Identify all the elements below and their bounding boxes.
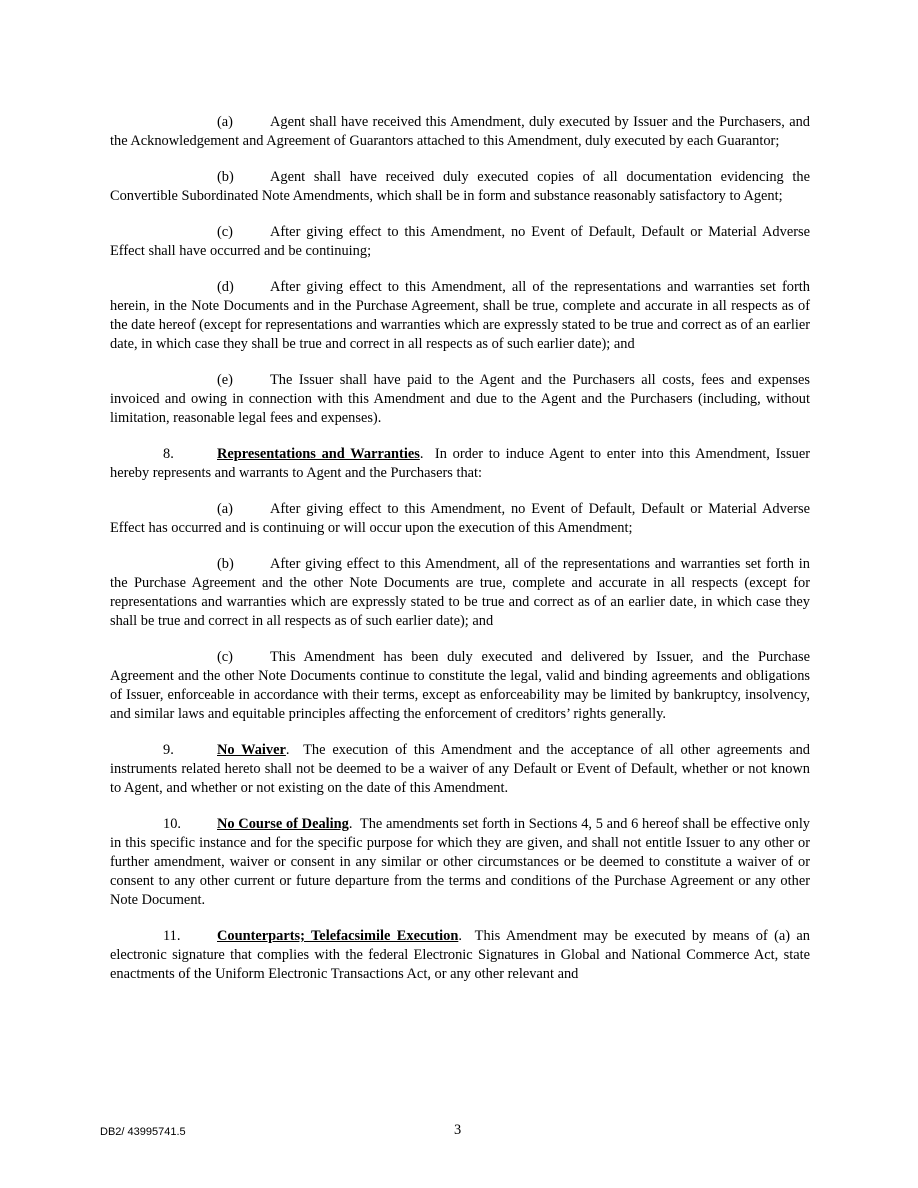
item-text: After giving effect to this Amendment, no Event of Default, Default or Material Adverse Effect has occurred and is continuing or will occur upon the execution of this Amendment; [110, 501, 810, 536]
condition-d [110, 278, 810, 354]
section-text: The amendments set forth in Sections 4, 5 and 6 hereof shall be effective only in this specific instance and for the specific purpose for which they are given, and shall not entitle Issuer to any other or further amendment, waiver or consent in any similar or other circumstances or be deemed to constitute a waiver of or consent to any other current or future departure from the terms and conditions of the Purchase Agreement or any other Note Document. [110, 816, 811, 908]
section-text: The execution of this Amendment and the acceptance of all other agreements and instruments related hereto shall not be deemed to be a waiver of any Default or Event of Default, whether or not known to Agent, and whether or not existing on the date of this Amendment. [110, 742, 810, 796]
heading-punct: . [285, 742, 290, 758]
document-id: DB2/ 43995741.5 [100, 1126, 186, 1138]
document-body [110, 113, 810, 1001]
heading-punct: . [458, 928, 462, 944]
item-label: (c) [217, 649, 233, 665]
section-heading: No Waiver [217, 742, 286, 758]
section-text: In order to induce Agent to enter into this Amendment, Issuer hereby represents and warrants to Agent and the Purchasers that: [110, 446, 810, 481]
condition-b [110, 168, 810, 206]
page-number: 3 [454, 1122, 462, 1138]
section-number: 11. [163, 928, 181, 944]
item-label: (a) [217, 501, 233, 517]
item-label: (b) [217, 556, 234, 572]
representation-c [110, 648, 810, 724]
condition-c [110, 223, 810, 261]
heading-punct: . [348, 816, 353, 832]
section-heading: Representations and Warranties [217, 446, 420, 462]
representation-b [110, 555, 810, 631]
item-text: Agent shall have received this Amendment, duly executed by Issuer and the Purchasers, and the Acknowledgement and Agreement of Guarantors attached to this Amendment, duly executed by each Guarantor; [110, 114, 810, 149]
section-10 [110, 815, 810, 910]
item-label: (b) [217, 169, 234, 185]
item-label: (d) [217, 279, 234, 295]
representation-a [110, 500, 810, 538]
item-text: Agent shall have received duly executed copies of all documentation evidencing the Convertible Subordinated Note Amendments, which shall be in form and substance reasonably satisfactory to Agent; [110, 169, 810, 204]
condition-e [110, 371, 810, 428]
section-heading: No Course of Dealing [217, 816, 349, 832]
section-number: 10. [163, 816, 181, 832]
section-8 [110, 445, 810, 483]
section-text: This Amendment may be executed by means of (a) an electronic signature that complies with the federal Electronic Signatures in Global and National Commerce Act, state enactments of the Uniform Electronic Transactions Act, or any other relevant and [110, 928, 810, 982]
item-label: (a) [217, 114, 233, 130]
item-text: After giving effect to this Amendment, no Event of Default, Default or Material Adverse Effect shall have occurred and be continuing; [110, 224, 810, 259]
section-number: 8. [163, 446, 174, 462]
item-text: The Issuer shall have paid to the Agent and the Purchasers all costs, fees and expenses invoiced and owing in connection with this Amendment and due to the Agent and the Purchasers (including, without limitation, reasonable legal fees and expenses). [110, 372, 810, 426]
item-text: After giving effect to this Amendment, all of the representations and warranties set forth herein, in the Note Documents and in the Purchase Agreement, shall be true, complete and accurate in all respects as of the date hereof (except for representations and warranties which are expressly stated to be true and correct as of an earlier date, in which case they shall be true and correct in all respects as of such earlier date); and [110, 279, 811, 352]
heading-punct: . [419, 446, 424, 462]
section-number: 9. [163, 742, 174, 758]
item-text: This Amendment has been duly executed and delivered by Issuer, and the Purchase Agreement and the other Note Documents continue to constitute the legal, valid and binding agreements and obligations of Issuer, enforceable in accordance with their terms, except as enforceability may be limited by bankruptcy, insolvency, and similar laws and equitable principles affecting the enforcement of creditors’ rights generally. [110, 649, 810, 722]
section-heading: Counterparts; Telefacsimile Execution [217, 928, 459, 944]
item-label: (c) [217, 224, 233, 240]
section-11 [110, 927, 810, 984]
condition-a [110, 113, 810, 151]
item-label: (e) [217, 372, 233, 388]
section-9 [110, 741, 810, 798]
item-text: After giving effect to this Amendment, all of the representations and warranties set forth in the Purchase Agreement and the other Note Documents are true, complete and accurate in all respects (except for representations and warranties which are expressly stated to be true and correct as of an earlier date, in which case they shall be true and correct in all respects as of such earlier date); and [110, 556, 810, 629]
